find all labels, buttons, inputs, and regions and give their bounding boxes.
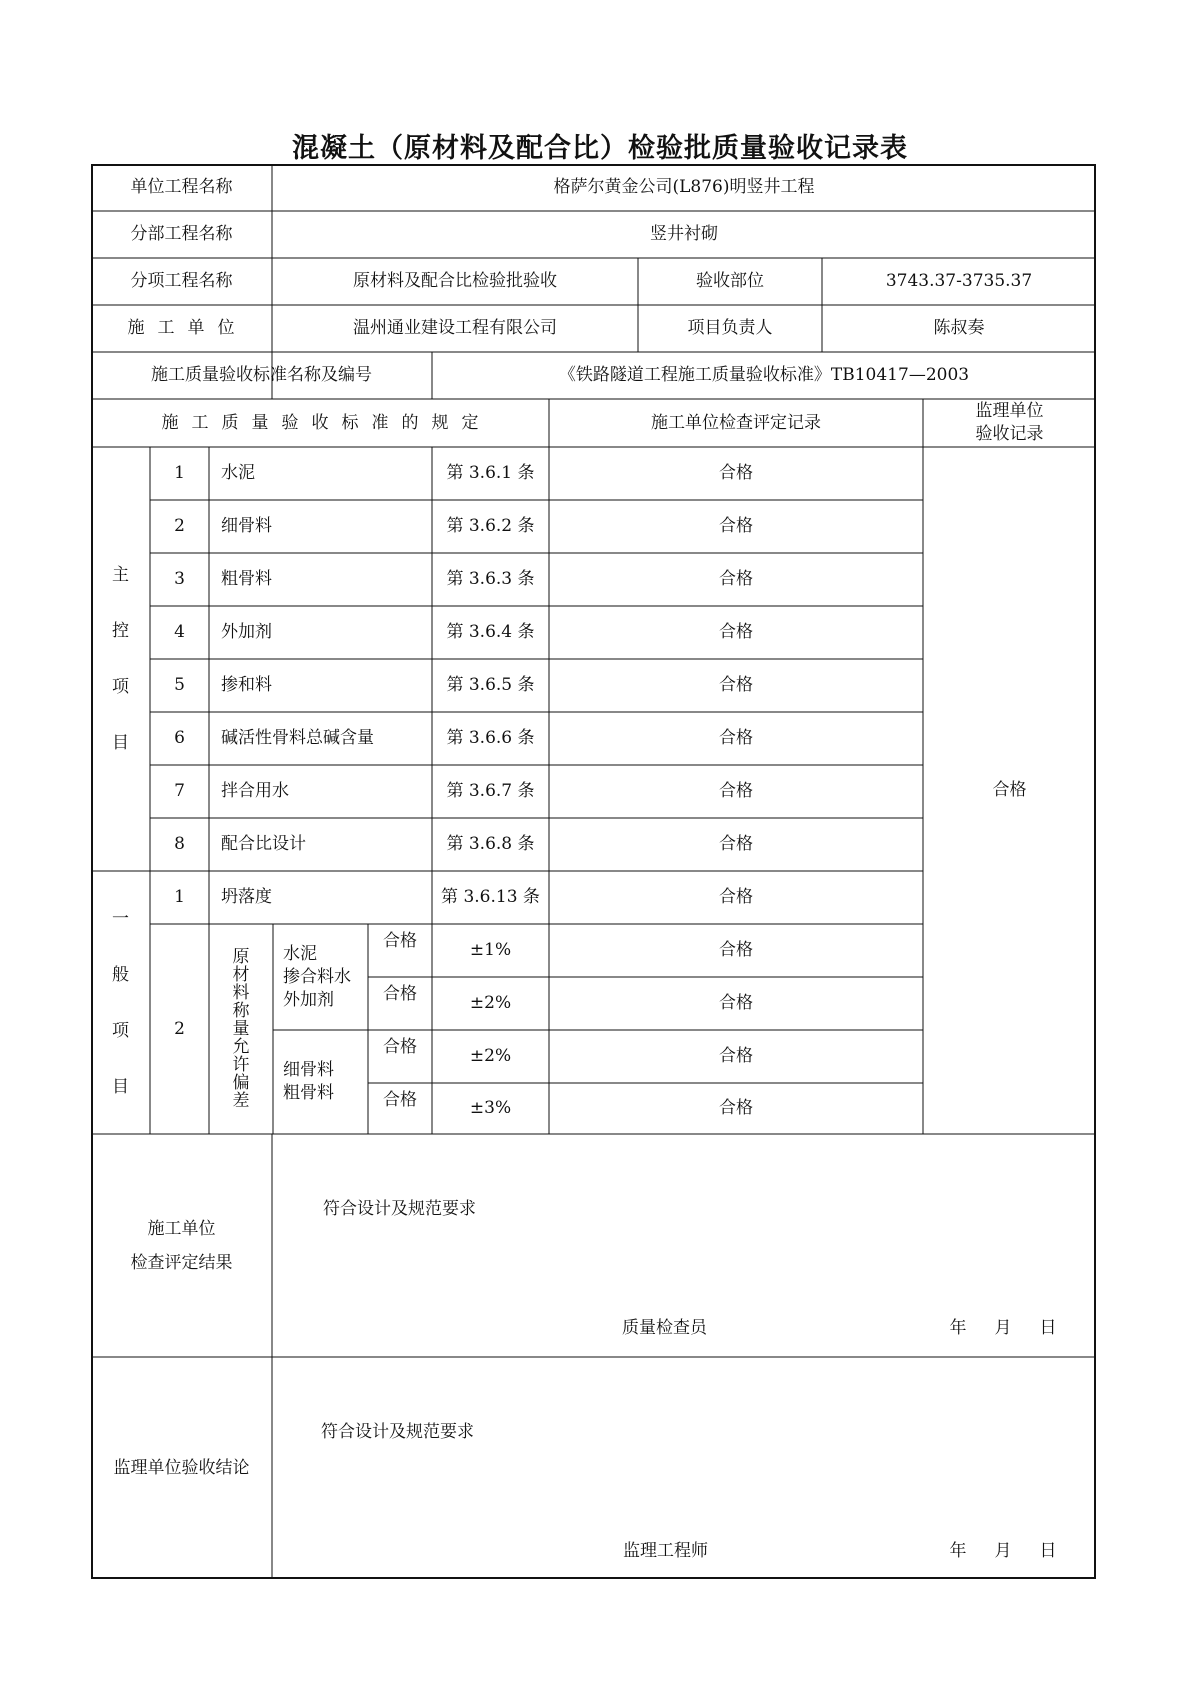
check-value: 合格: [383, 1090, 417, 1110]
item-number: 8: [174, 834, 185, 855]
position-value: 3743.37-3735.37: [885, 271, 1033, 292]
check-value: 合格: [383, 984, 417, 1004]
material-group-binders: 水泥 掺合料水 外加剂: [283, 943, 351, 1010]
unit-project-label: 单位工程名称: [130, 177, 233, 198]
item-number: 7: [174, 781, 185, 802]
supervisor-conclusion-label: 监理单位验收结论: [113, 1457, 250, 1478]
item-clause: 第 3.6.1 条: [446, 463, 535, 484]
tolerance-value: ±1%: [469, 940, 512, 961]
record-column-header: 施工单位检查评定记录: [651, 412, 821, 433]
item-name: 水泥: [221, 463, 255, 484]
item-result: 合格: [719, 675, 753, 696]
subitem-value: 原材料及配合比检验批验收: [353, 271, 557, 292]
item-number: 2: [174, 1018, 185, 1039]
main-control-label: 主 控 项 目: [112, 565, 129, 753]
item-number: 6: [174, 728, 185, 749]
item-clause: 第 3.6.3 条: [446, 569, 535, 590]
item-result: 合格: [719, 1098, 753, 1119]
item-number: 2: [174, 516, 185, 537]
contractor-label: 施工单位: [127, 318, 248, 339]
inspection-record-table: [91, 164, 1096, 1579]
date-year: 年: [949, 1540, 967, 1561]
item-clause: 第 3.6.13 条: [441, 887, 540, 908]
supervisor-conclusion-text: 符合设计及规范要求: [321, 1421, 474, 1442]
subitem-label: 分项工程名称: [130, 271, 233, 292]
item-name: 配合比设计: [221, 834, 306, 855]
check-value: 合格: [383, 1037, 417, 1057]
contractor-conclusion-text: 符合设计及规范要求: [323, 1198, 476, 1219]
item-clause: 第 3.6.5 条: [446, 675, 535, 696]
form-title: 混凝土（原材料及配合比）检验批质量验收记录表: [292, 133, 908, 164]
item-result: 合格: [719, 622, 753, 643]
item-result: 合格: [719, 1046, 753, 1067]
check-value: 合格: [383, 931, 417, 951]
tolerance-category-label: 原 材 料 称 量 允 许 偏 差: [232, 947, 250, 1111]
item-result: 合格: [719, 940, 753, 961]
standard-label: 施工质量验收标准名称及编号: [151, 365, 372, 386]
item-result: 合格: [719, 463, 753, 484]
unit-project-value: 格萨尔黄金公司(L876)明竖井工程: [553, 177, 815, 198]
item-name: 外加剂: [221, 622, 272, 643]
general-items-label: 一 般 项 目: [112, 908, 129, 1097]
item-number: 3: [174, 569, 185, 590]
date-year: 年: [949, 1317, 967, 1338]
item-number: 1: [174, 887, 185, 908]
date-month: 月: [994, 1540, 1012, 1561]
contractor-value: 温州通业建设工程有限公司: [353, 318, 557, 339]
standard-value: 《铁路隧道工程施工质量验收标准》TB10417—2003: [558, 365, 970, 386]
item-number: 5: [174, 675, 185, 696]
item-name: 掺和料: [221, 675, 272, 696]
date-month: 月: [994, 1317, 1012, 1338]
tolerance-value: ±3%: [469, 1098, 512, 1119]
position-label: 验收部位: [696, 271, 764, 292]
tolerance-value: ±2%: [469, 993, 512, 1014]
item-result: 合格: [719, 728, 753, 749]
tolerance-value: ±2%: [469, 1046, 512, 1067]
item-result: 合格: [719, 781, 753, 802]
item-clause: 第 3.6.7 条: [446, 781, 535, 802]
item-clause: 第 3.6.8 条: [446, 834, 535, 855]
item-result: 合格: [719, 516, 753, 537]
manager-label: 项目负责人: [687, 318, 773, 339]
contractor-conclusion-label: 施工单位 检查评定结果: [130, 1218, 233, 1273]
item-clause: 第 3.6.6 条: [446, 728, 535, 749]
item-result: 合格: [719, 834, 753, 855]
date-day: 日: [1039, 1540, 1057, 1561]
item-result: 合格: [719, 569, 753, 590]
item-name: 坍落度: [221, 887, 272, 908]
item-clause: 第 3.6.4 条: [446, 622, 535, 643]
item-name: 拌合用水: [221, 781, 289, 802]
material-group-aggregates: 细骨料 粗骨料: [283, 1060, 334, 1103]
supervisor-result: 合格: [992, 780, 1027, 801]
division-value: 竖井衬砌: [650, 224, 718, 245]
item-number: 1: [174, 463, 185, 484]
spec-column-header: 施工质量验收标准的规定: [161, 412, 492, 433]
quality-inspector-label: 质量检查员: [622, 1317, 707, 1338]
item-name: 碱活性骨料总碱含量: [221, 728, 374, 749]
item-result: 合格: [719, 993, 753, 1014]
supervisor-column-header: 监理单位 验收记录: [975, 401, 1044, 444]
item-result: 合格: [719, 887, 753, 908]
item-name: 粗骨料: [221, 569, 272, 590]
manager-value: 陈叔奏: [933, 318, 985, 339]
supervising-engineer-label: 监理工程师: [623, 1540, 708, 1561]
item-name: 细骨料: [221, 516, 272, 537]
item-clause: 第 3.6.2 条: [446, 516, 535, 537]
date-day: 日: [1039, 1317, 1057, 1338]
division-label: 分部工程名称: [130, 224, 233, 245]
item-number: 4: [174, 622, 185, 643]
